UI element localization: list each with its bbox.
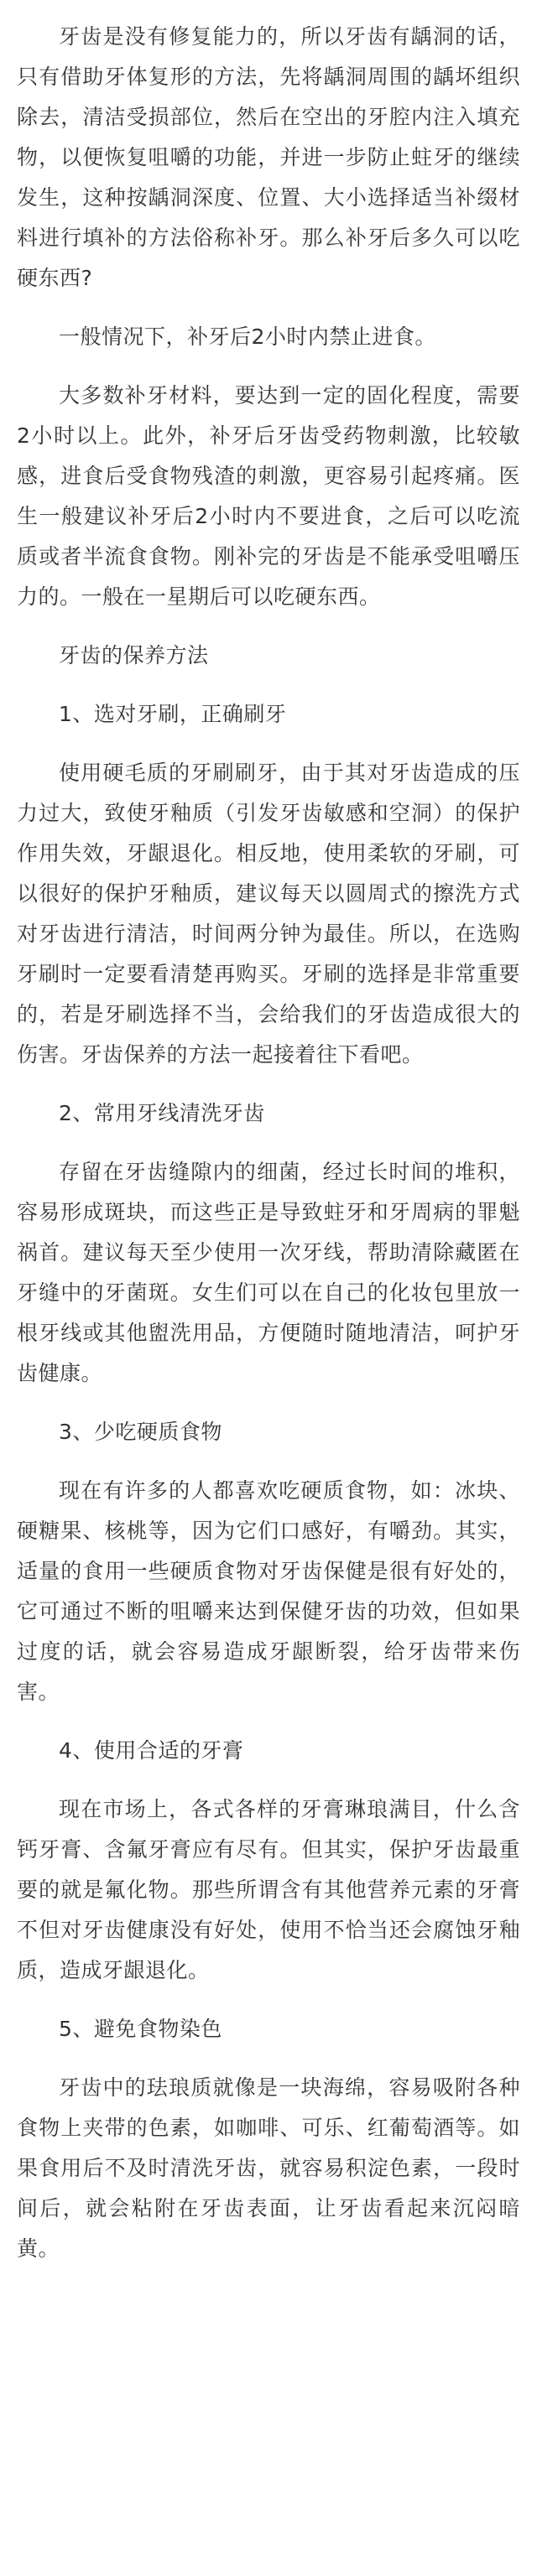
toothpaste-paragraph: 现在市场上，各式各样的牙膏琳琅满目，什么含钙牙膏、含氟牙膏应有尽有。但其实，保护牙齿最重要的就是氟化物。那些所谓含有其他营养元素的牙膏不但对牙齿健康没有好处，使用不恰当还会腐蚀牙釉质，造成牙龈退化。 <box>17 1797 520 1982</box>
tip-heading-toothpaste: 4、使用合适的牙膏 <box>59 1738 244 1763</box>
floss-paragraph: 存留在牙齿缝隙内的细菌，经过长时间的堆积，容易形成斑块，而这些正是导致蛀牙和牙周病的罪魁祸首。建议每天至少使用一次牙线，帮助清除藏匿在牙缝中的牙菌斑。女生们可以在自己的化妆包里放一根牙线或其他盥洗用品，方便随时随地清洁，呵护牙齿健康。 <box>17 1160 520 1385</box>
tip-heading-toothbrush: 1、选对牙刷，正确刷牙 <box>59 702 287 726</box>
intro-paragraph: 牙齿是没有修复能力的，所以牙齿有龋洞的话，只有借助牙体复形的方法，先将龋洞周围的龋坏组织除去，清洁受损部位，然后在空出的牙腔内注入填充物，以便恢复咀嚼的功能，并进一步防止蛀牙的继续发生，这种按龋洞深度、位置、大小选择适当补缀材料进行填补的方法俗称补牙。那么补牙后多久可以吃硬东西? <box>17 24 520 290</box>
tip-heading-staining: 5、避免食物染色 <box>59 2017 222 2041</box>
section-heading-care-methods: 牙齿的保养方法 <box>59 643 209 667</box>
tip-heading-hard-food: 3、少吃硬质食物 <box>59 1420 222 1444</box>
staining-paragraph: 牙齿中的珐琅质就像是一块海绵，容易吸附各种食物上夹带的色素，如咖啡、可乐、红葡萄酒等。如果食用后不及时清洗牙齿，就容易积淀色素，一段时间后，就会粘附在牙齿表面，让牙齿看起来沉闷暗黄。 <box>17 2075 520 2261</box>
tip-heading-floss: 2、常用牙线清洗牙齿 <box>59 1101 265 1125</box>
curing-paragraph: 大多数补牙材料，要达到一定的固化程度，需要2小时以上。此外，补牙后牙齿受药物刺激，比较敏感，进食后受食物残渣的刺激，更容易引起疼痛。医生一般建议补牙后2小时内不要进食，之后可以吃流质或者半流食食物。刚补完的牙齿是不能承受咀嚼压力的。一般在一星期后可以吃硬东西。 <box>17 383 520 609</box>
hard-food-paragraph: 现在有许多的人都喜欢吃硬质食物，如：冰块、硬糖果、核桃等，因为它们口感好，有嚼劲。其实，适量的食用一些硬质食物对牙齿保健是很有好处的，它可通过不断的咀嚼来达到保健牙齿的功效，但如果过度的话，就会容易造成牙龈断裂，给牙齿带来伤害。 <box>17 1478 520 1704</box>
no-eating-paragraph: 一般情况下，补牙后2小时内禁止进食。 <box>59 325 436 349</box>
toothbrush-paragraph: 使用硬毛质的牙刷刷牙，由于其对牙齿造成的压力过大，致使牙釉质（引发牙齿敏感和空洞）的保护作用失效，牙龈退化。相反地，使用柔软的牙刷，可以很好的保护牙釉质，建议每天以圆周式的擦洗方式对牙齿进行清洁，时间两分钟为最佳。所以，在选购牙刷时一定要看清楚再购买。牙刷的选择是非常重要的，若是牙刷选择不当，会给我们的牙齿造成很大的伤害。牙齿保养的方法一起接着往下看吧。 <box>17 761 520 1067</box>
